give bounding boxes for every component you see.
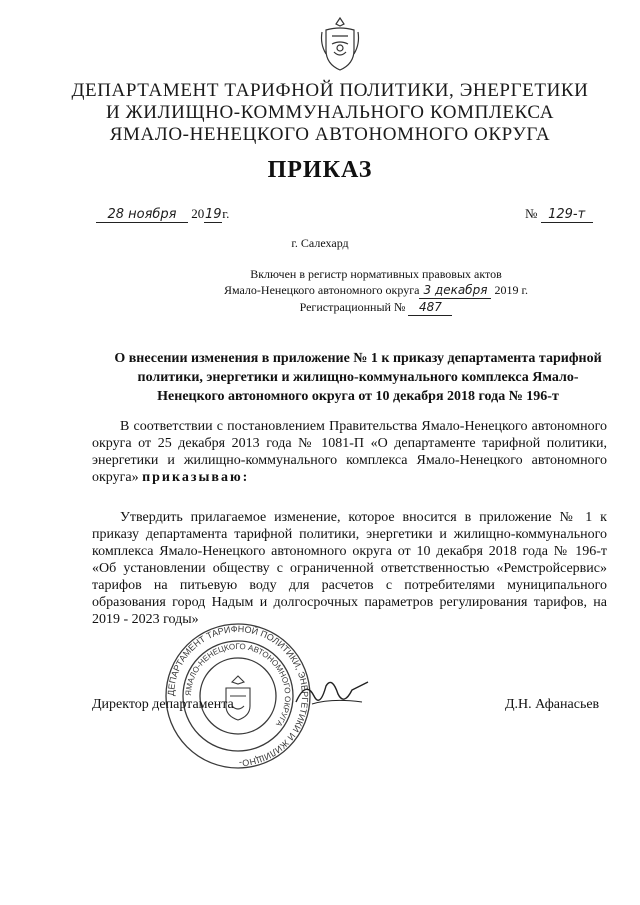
preamble-text: В соответствии с постановлением Правительства Ямало-Ненецкого автономного округа от 25 декабря 2013 года № 1081-П «О департаменте тарифной политики, энергетики и жилищно-коммунального комплекса Ямало-Ненецкого автономного округа» — [92, 419, 607, 485]
order-date — [96, 206, 229, 223]
registry-line-2-suffix: 2019 г. — [494, 283, 529, 297]
registry-stamp — [196, 266, 556, 316]
signatory-name: Д.Н. Афанасьев — [505, 697, 600, 712]
department-header-line-1: ДЕПАРТАМЕНТ ТАРИФНОЙ ПОЛИТИКИ, ЭНЕРГЕТИКИ — [71, 80, 589, 101]
preamble-paragraph — [92, 418, 607, 486]
official-seal — [164, 622, 312, 770]
registry-line-2 — [196, 282, 556, 299]
order-year-handwritten: 19 — [204, 207, 222, 222]
seal-inner-text — [184, 642, 292, 729]
order-number — [525, 206, 593, 223]
order-word: приказываю: — [142, 470, 250, 485]
registry-line-1: Включен в регистр нормативных правовых актов — [250, 267, 502, 281]
registry-date-handwritten: 3 декабря — [419, 282, 491, 299]
registry-line-2-prefix: Ямало-Ненецкого автономного округа — [223, 283, 420, 297]
signatory-position: Директор департамента — [92, 697, 234, 712]
order-date-handwritten: 28 ноября — [96, 207, 188, 223]
registry-number-handwritten: 487 — [408, 299, 452, 316]
seal-outer-textpath: ДЕПАРТАМЕНТ ТАРИФНОЙ ПОЛИТИКИ, ЭНЕРГЕТИКИ И ЖИЛИЩНО- — [165, 623, 311, 769]
coat-of-arms-emblem-icon — [318, 14, 362, 74]
order-year-prefix: 20 — [191, 206, 205, 221]
director-signature — [292, 672, 372, 712]
seal-inner-textpath: ЯМАЛО-НЕНЕЦКОГО АВТОНОМНОГО ОКРУГА — [183, 641, 293, 729]
registry-number-label: Регистрационный № — [299, 300, 406, 314]
city: г. Салехард — [291, 236, 349, 250]
order-number-handwritten: 129-т — [541, 207, 593, 223]
department-header-line-2: И ЖИЛИЩНО-КОММУНАЛЬНОГО КОМПЛЕКСА — [105, 102, 555, 123]
resolution-paragraph: Утвердить прилагаемое изменение, которое вносится в приложение № 1 к приказу департамента тарифной политики, энергетики и жилищно-коммунального комплекса Ямало-Ненецкого автономного округа от 10 декабря 2018 года № 196-т «Об установлении обществу с ограниченной ответственностью «Ремстройсервис» тарифов на питьевую воду для расчетов с потребителями муниципального образования город Надым и долгосрочных параметров регулирования тарифов, на 2019 - 2023 годы» — [92, 510, 607, 627]
order-year-suffix: г. — [222, 206, 230, 221]
registry-line-3 — [196, 299, 556, 316]
department-header-line-3: ЯМАЛО-НЕНЕЦКОГО АВТОНОМНОГО ОКРУГА — [109, 124, 551, 145]
order-subject: О внесении изменения в приложение № 1 к приказу департамента тарифной политики, энергетики и жилищно-коммунального комплекса Ямало-Ненецкого автономного округа от 10 декабря 2018 года № 196-т — [114, 351, 602, 404]
department-header — [60, 80, 600, 146]
document-type-title: ПРИКАЗ — [267, 157, 373, 183]
order-number-label: № — [525, 206, 538, 221]
